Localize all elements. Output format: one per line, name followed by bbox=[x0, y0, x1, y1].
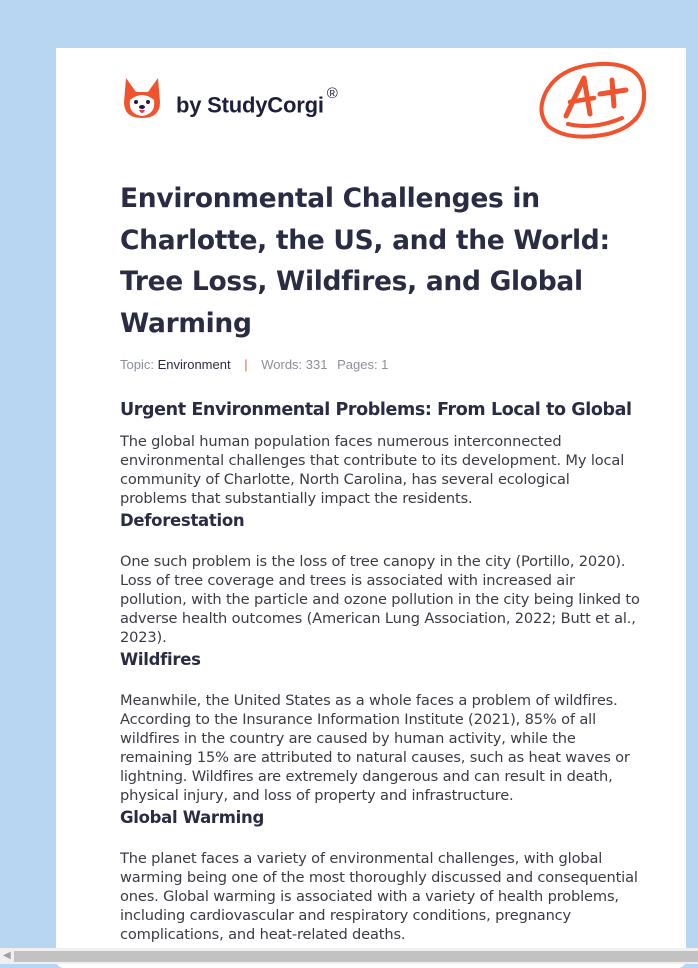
intro-paragraph: The global human population faces numerous interconnected environmental challenges that contribute to its development. My local community of Charlotte, North Carolina, has several ecological problems that substantially impact the residents. bbox=[120, 433, 625, 507]
topic-label: Topic: bbox=[120, 357, 154, 372]
registered-mark: ® bbox=[326, 85, 338, 103]
brand-name bbox=[176, 85, 338, 118]
subheading-wildfires: Wildfires bbox=[120, 650, 201, 669]
subheading-deforestation: Deforestation bbox=[120, 511, 245, 530]
corgi-icon bbox=[122, 76, 162, 120]
horizontal-scrollbar[interactable] bbox=[0, 948, 698, 964]
document-page bbox=[56, 48, 686, 968]
paragraph-wildfires: Meanwhile, the United States as a whole faces a problem of wildfires. According to the Insurance Information Institute (2021), 85% of all wildfires in the country are caused by human activity, while the remaining 15% are attributed to natural causes, such as heat waves or lightning. Wildfires are extremely dangerous and can result in death, physical injury, and loss of property and infrastructure. bbox=[120, 692, 630, 804]
article-title: Environmental Challenges in Charlotte, the US, and the World: Tree Loss, Wildfires, and Global Warming bbox=[120, 183, 610, 339]
a-plus-grade-icon bbox=[538, 58, 650, 140]
scroll-left-arrow-icon[interactable]: ◀ bbox=[3, 950, 11, 961]
brand-name-text: by StudyCorgi bbox=[176, 92, 324, 118]
paragraph-deforestation: One such problem is the loss of tree canopy in the city (Portillo, 2020). Loss of tree coverage and trees is associated with increased air pollution, with the particle and ozone pollution in the city being linked to adverse health outcomes (American Lung Association, 2022; Butt et al., 2023). bbox=[120, 553, 640, 646]
paragraph-global-warming: The planet faces a variety of environmental challenges, with global warming being one of the most thoroughly discussed and consequential ones. Global warming is associated with a variety of health problems, including cardiovascular and respiratory conditions, pregnancy complications, and heat-related deaths. bbox=[120, 850, 638, 943]
article-meta bbox=[120, 357, 640, 372]
section-heading: Urgent Environmental Problems: From Local to Global bbox=[120, 400, 632, 420]
word-count: Words: 331 bbox=[261, 357, 328, 372]
meta-separator: | bbox=[244, 357, 248, 372]
studycorgi-logo[interactable] bbox=[122, 76, 338, 120]
scrollbar-thumb[interactable] bbox=[14, 951, 698, 962]
subheading-global-warming: Global Warming bbox=[120, 808, 264, 827]
page-count: Pages: 1 bbox=[337, 357, 389, 372]
article-content bbox=[120, 178, 640, 944]
topic-link[interactable]: Environment bbox=[157, 357, 231, 372]
